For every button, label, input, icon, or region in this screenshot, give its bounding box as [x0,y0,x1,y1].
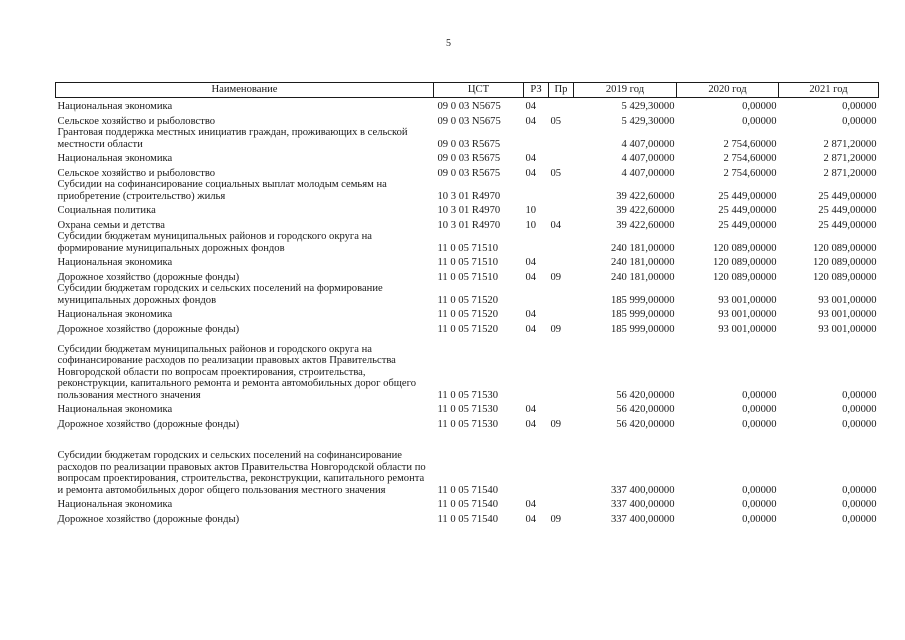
header-2019: 2019 год [574,83,677,98]
cell-name: Сельское хозяйство и рыболовство [57,115,216,127]
cell-2019: 240 181,00000 [610,257,675,268]
header-cst: ЦСТ [434,83,524,98]
cell-2021: 0,00000 [842,499,877,510]
cell-rz: 04 [525,323,537,335]
cell-pr [549,202,574,217]
cell-pr: 09 [550,513,562,525]
cell-rz [524,335,549,401]
cell-2021: 2 871,20000 [823,153,877,164]
table-row [56,430,879,496]
cell-cst: 11 0 05 71530 [437,389,499,401]
cell-2020: 25 449,00000 [718,190,777,202]
cell-cst: 11 0 05 71510 [437,271,499,283]
cell-name: Национальная экономика [57,101,173,112]
cell-cst: 09 0 03 R5675 [437,138,501,150]
cell-2019: 5 429,30000 [621,101,675,112]
cell-pr [549,306,574,321]
cell-pr [549,401,574,416]
cell-2020: 0,00000 [742,101,777,112]
cell-2020: 0,00000 [742,115,777,127]
cell-name: Субсидии бюджетам городских и сельских поселений на формирование муниципальных дорожных фондов [57,283,383,306]
cell-rz: 04 [525,404,537,415]
cell-name: Национальная экономика [57,499,173,510]
cell-cst: 09 0 03 N5675 [437,101,501,112]
header-pr: Пр [549,83,574,98]
cell-rz: 04 [525,309,537,320]
page-number: 5 [446,38,451,49]
cell-cst: 11 0 05 71510 [437,257,499,268]
cell-rz: 04 [525,499,537,510]
table-row [56,335,879,401]
table-row [56,127,879,150]
table-row [56,254,879,269]
cell-2019: 39 422,60000 [616,190,675,202]
cell-cst: 09 0 03 R5675 [437,167,501,179]
cell-2020: 93 001,00000 [718,323,777,335]
table-row [56,416,879,431]
cell-2021: 93 001,00000 [818,323,877,335]
table-row [56,179,879,202]
cell-cst: 11 0 05 71520 [437,323,499,335]
cell-name: Дорожное хозяйство (дорожные фонды) [57,323,240,335]
cell-2021: 2 871,20000 [823,167,877,179]
cell-2019: 4 407,00000 [621,153,675,164]
cell-2021: 120 089,00000 [812,242,877,254]
cell-name: Национальная экономика [57,309,173,320]
cell-2019: 337 400,00000 [610,513,675,525]
cell-cst: 10 3 01 R4970 [437,219,501,231]
cell-rz: 04 [525,257,537,268]
cell-2021: 25 449,00000 [818,219,877,231]
cell-rz: 04 [525,101,537,112]
cell-name: Субсидии бюджетам муниципальных районов и городского округа на формирование муниципальных дорожных фондов [57,231,372,254]
table-row [56,150,879,165]
table-header-row [56,83,879,98]
cell-name: Национальная экономика [57,257,173,268]
cell-2019: 4 407,00000 [621,167,675,179]
cell-rz: 04 [525,153,537,164]
cell-2019: 39 422,60000 [616,219,675,231]
cell-2021: 0,00000 [842,484,877,496]
cell-2019: 4 407,00000 [621,138,675,150]
header-name: Наименование [56,83,434,98]
table-row [56,401,879,416]
cell-2021: 93 001,00000 [818,309,877,320]
header-2021: 2021 год [779,83,879,98]
cell-2020: 120 089,00000 [712,242,777,254]
cell-2020: 0,00000 [742,418,777,430]
cell-pr: 05 [550,167,562,179]
cell-2019: 39 422,60000 [616,205,675,216]
cell-name: Социальная политика [57,205,156,216]
cell-2020: 93 001,00000 [718,294,777,306]
cell-2020: 0,00000 [742,513,777,525]
table-row [56,231,879,254]
cell-2021: 93 001,00000 [818,294,877,306]
cell-2020: 2 754,60000 [723,138,777,150]
cell-2019: 56 420,00000 [616,418,675,430]
cell-name: Охрана семьи и детства [57,219,165,231]
cell-2020: 0,00000 [742,499,777,510]
cell-name: Сельское хозяйство и рыболовство [57,167,216,179]
table-row [56,321,879,336]
cell-2021: 25 449,00000 [818,190,877,202]
cell-rz [524,430,549,496]
cell-rz: 10 [525,219,537,231]
cell-2021: 0,00000 [842,101,877,112]
cell-cst: 10 3 01 R4970 [437,205,501,216]
cell-rz: 04 [525,271,537,283]
header-rz: РЗ [524,83,549,98]
cell-2021: 2 871,20000 [823,138,877,150]
cell-rz [524,231,549,254]
cell-pr [549,179,574,202]
cell-name: Дорожное хозяйство (дорожные фонды) [57,513,240,525]
cell-cst: 11 0 05 71520 [437,309,499,320]
table-row [56,113,879,128]
cell-2019: 5 429,30000 [621,115,675,127]
cell-2019: 337 400,00000 [610,499,675,510]
cell-pr: 09 [550,418,562,430]
cell-2021: 0,00000 [842,513,877,525]
cell-2019: 185 999,00000 [610,323,675,335]
cell-pr [549,283,574,306]
header-2020: 2020 год [677,83,779,98]
cell-pr: 04 [550,219,562,231]
table-row [56,283,879,306]
cell-2021: 120 089,00000 [812,271,877,283]
cell-name: Субсидии бюджетам городских и сельских поселений на софинансирование расходов по реализации правовых актов Правительства Новгородской области по вопросам проектирования, строительства, реконструкции, капитального ремонта и ремонта автомобильных дорог общего пользования местного значения [57,450,426,496]
budget-table [55,82,879,525]
cell-2020: 120 089,00000 [712,257,777,268]
cell-pr: 05 [550,115,562,127]
cell-cst: 11 0 05 71540 [437,513,499,525]
cell-cst: 11 0 05 71510 [437,242,499,254]
cell-name: Грантовая поддержка местных инициатив граждан, проживающих в сельской местности области [57,127,408,150]
cell-rz [524,179,549,202]
cell-2019: 185 999,00000 [610,309,675,320]
cell-rz: 04 [525,115,537,127]
cell-rz: 04 [525,167,537,179]
cell-name: Национальная экономика [57,153,173,164]
cell-2021: 0,00000 [842,404,877,415]
cell-rz: 10 [525,205,537,216]
cell-2020: 2 754,60000 [723,153,777,164]
table-row [56,217,879,232]
cell-2020: 0,00000 [742,484,777,496]
cell-2020: 2 754,60000 [723,167,777,179]
cell-pr [549,496,574,511]
cell-cst: 11 0 05 71540 [437,484,499,496]
table-row [56,98,879,113]
cell-name: Национальная экономика [57,404,173,415]
cell-rz: 04 [525,418,537,430]
cell-2019: 240 181,00000 [610,242,675,254]
cell-name: Субсидии на софинансирование социальных выплат молодым семьям на приобретение (строительство) жилья [57,179,387,202]
cell-pr [549,335,574,401]
cell-pr [549,430,574,496]
cell-name: Дорожное хозяйство (дорожные фонды) [57,271,240,283]
table-row [56,306,879,321]
cell-2019: 185 999,00000 [610,294,675,306]
table-row [56,511,879,526]
cell-cst: 11 0 05 71540 [437,499,499,510]
cell-rz [524,283,549,306]
cell-name: Субсидии бюджетам муниципальных районов и городского округа на софинансирование расходов по реализации правовых актов Правительства Новгородской области по вопросам проектирования, строительства, реконструкции, капитального ремонта и ремонта автомобильных дорог общего пользования местного значения [57,343,417,401]
cell-pr [549,98,574,113]
cell-2020: 120 089,00000 [712,271,777,283]
cell-pr: 09 [550,323,562,335]
cell-pr [549,127,574,150]
cell-2021: 120 089,00000 [812,257,877,268]
cell-2019: 337 400,00000 [610,484,675,496]
table-row [56,496,879,511]
cell-cst: 11 0 05 71530 [437,404,499,415]
table-row [56,165,879,180]
cell-rz [524,127,549,150]
cell-cst: 09 0 03 N5675 [437,115,501,127]
cell-2021: 0,00000 [842,389,877,401]
cell-cst: 09 0 03 R5675 [437,153,501,164]
cell-pr [549,254,574,269]
cell-cst: 10 3 01 R4970 [437,190,501,202]
cell-pr: 09 [550,271,562,283]
cell-name: Дорожное хозяйство (дорожные фонды) [57,418,240,430]
cell-2021: 0,00000 [842,418,877,430]
table-row [56,269,879,284]
cell-2021: 0,00000 [842,115,877,127]
cell-2019: 56 420,00000 [616,389,675,401]
cell-2020: 25 449,00000 [718,219,777,231]
cell-2020: 0,00000 [742,389,777,401]
cell-2021: 25 449,00000 [818,205,877,216]
cell-2020: 0,00000 [742,404,777,415]
table-row [56,202,879,217]
cell-cst: 11 0 05 71530 [437,418,499,430]
cell-2020: 25 449,00000 [718,205,777,216]
cell-2020: 93 001,00000 [718,309,777,320]
cell-pr [549,150,574,165]
cell-cst: 11 0 05 71520 [437,294,499,306]
cell-rz: 04 [525,513,537,525]
cell-pr [549,231,574,254]
cell-2019: 240 181,00000 [610,271,675,283]
cell-2019: 56 420,00000 [616,404,675,415]
